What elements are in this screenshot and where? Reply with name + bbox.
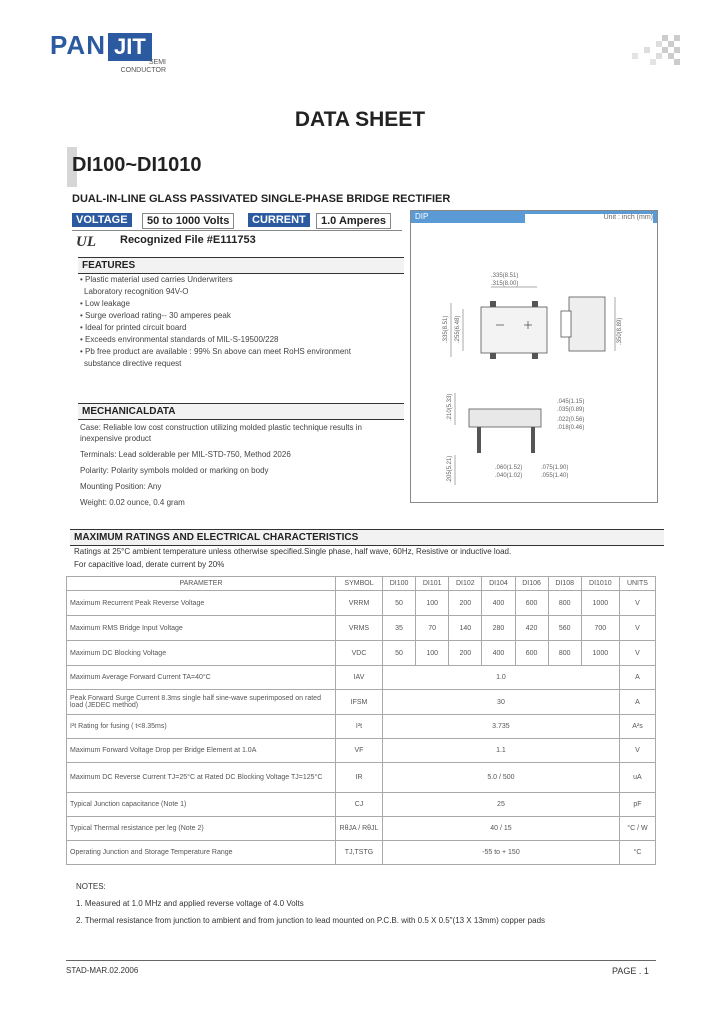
footer-date: STAD-MAR.02.2006 (66, 966, 139, 975)
symbol-cell: VDC (336, 641, 383, 666)
features-heading: FEATURES (78, 257, 404, 274)
current-label: CURRENT (248, 213, 310, 227)
param-cell: Maximum DC Reverse Current TJ=25°C at Rated DC Blocking Voltage TJ=125°C (67, 763, 336, 793)
value-cell: 3.735 (383, 715, 620, 739)
footer-page: PAGE . 1 (612, 966, 649, 976)
mechanical-heading: MECHANICALDATA (78, 403, 404, 420)
table-row (67, 715, 656, 739)
svg-text:UL: UL (76, 234, 96, 250)
mechanical-list (80, 422, 400, 513)
unit-cell: V (619, 739, 655, 763)
param-cell: Maximum Forward Voltage Drop per Bridge Element at 1.0A (67, 739, 336, 763)
value-cell: 1000 (581, 591, 619, 616)
notes-block (76, 882, 545, 933)
ratings-table (66, 576, 656, 865)
value-cell: 5.0 / 500 (383, 763, 620, 793)
list-item: • Pb free product are available : 99% Sn above can meet RoHS environment (80, 347, 351, 356)
symbol-cell: TJ,TSTG (336, 841, 383, 865)
col-header: DI108 (548, 577, 581, 591)
value-cell: 1000 (581, 641, 619, 666)
value-cell: 400 (482, 641, 515, 666)
symbol-cell: I²t (336, 715, 383, 739)
table-row (67, 591, 656, 616)
symbol-cell: IFSM (336, 690, 383, 715)
list-item: Mounting Position: Any (80, 482, 162, 491)
dim-text: .022(0.56) (557, 417, 585, 423)
value-cell: 140 (449, 616, 482, 641)
dim-text: .315(8.00) (491, 281, 519, 287)
value-cell: 30 (383, 690, 620, 715)
value-cell: 70 (416, 616, 449, 641)
value-cell: 1.1 (383, 739, 620, 763)
dim-text: .040(1.02) (495, 473, 523, 479)
table-row (67, 817, 656, 841)
unit-cell: A (619, 690, 655, 715)
table-row (67, 616, 656, 641)
features-list (80, 274, 400, 370)
symbol-cell: CJ (336, 793, 383, 817)
ratings-note-2: For capacitive load, derate current by 20% (74, 560, 225, 569)
voltage-label: VOLTAGE (72, 213, 132, 227)
col-header: DI100 (383, 577, 416, 591)
list-item: • Exceeds environmental standards of MIL-S-19500/228 (80, 335, 279, 344)
product-subtitle: DUAL-IN-LINE GLASS PASSIVATED SINGLE-PHASE BRIDGE RECTIFIER (72, 193, 451, 205)
value-cell: 560 (548, 616, 581, 641)
param-cell: Maximum DC Blocking Voltage (67, 641, 336, 666)
part-number: DI100~DI1010 (72, 154, 202, 176)
unit-cell: V (619, 616, 655, 641)
table-row (67, 666, 656, 690)
value-cell: 800 (548, 641, 581, 666)
param-cell: Maximum Average Forward Current TA=40°C (67, 666, 336, 690)
checker-pattern-icon (632, 35, 682, 67)
unit-cell: A (619, 666, 655, 690)
dim-text: .060(1.52) (495, 465, 523, 471)
param-cell: I²t Rating for fusing ( t<8.35ms) (67, 715, 336, 739)
dim-text: .075(1.90) (541, 465, 569, 471)
unit-cell: V (619, 591, 655, 616)
col-header: PARAMETER (67, 577, 336, 591)
param-cell: Maximum Recurrent Peak Reverse Voltage (67, 591, 336, 616)
list-item: Case: Reliable low cost construction utilizing molded plastic technique results in inexpensive product (80, 423, 362, 443)
unit-cell: pF (619, 793, 655, 817)
value-cell: 420 (515, 616, 548, 641)
list-item: • Surge overload rating-- 30 amperes peak (80, 311, 231, 320)
dim-text: .055(1.40) (541, 473, 569, 479)
value-cell: 50 (383, 641, 416, 666)
symbol-cell: VRMS (336, 616, 383, 641)
dim-text: .035(0.89) (557, 407, 585, 413)
current-value: 1.0 Amperes (316, 213, 391, 229)
table-row (67, 841, 656, 865)
value-cell: 35 (383, 616, 416, 641)
param-cell: Typical Junction capacitance (Note 1) (67, 793, 336, 817)
list-item: substance directive request (84, 359, 182, 368)
table-row (67, 739, 656, 763)
list-item: Terminals: Lead solderable per MIL-STD-750, Method 2026 (80, 450, 291, 459)
value-cell: 200 (449, 591, 482, 616)
table-header-row (67, 577, 656, 591)
voltage-value: 50 to 1000 Volts (142, 213, 234, 229)
value-cell: 400 (482, 591, 515, 616)
note-item: 1. Measured at 1.0 MHz and applied reverse voltage of 4.0 Volts (76, 899, 304, 908)
list-item: • Plastic material used carries Underwriters (80, 275, 233, 284)
unit-cell: uA (619, 763, 655, 793)
dip-body-top-view (481, 307, 547, 353)
param-cell: Operating Junction and Storage Temperature Range (67, 841, 336, 865)
list-item: Weight: 0.02 ounce, 0.4 gram (80, 498, 185, 507)
list-item: • Ideal for printed circuit board (80, 323, 187, 332)
ul-logo-icon (75, 232, 101, 250)
table-row (67, 763, 656, 793)
param-cell: Peak Forward Surge Current 8.3ms single half sine-wave superimposed on rated load (JEDEC method) (67, 690, 336, 715)
col-header: SYMBOL (336, 577, 383, 591)
value-cell: 600 (515, 591, 548, 616)
footer-divider (66, 960, 656, 961)
col-header: DI102 (449, 577, 482, 591)
symbol-cell: IAV (336, 666, 383, 690)
dip-body-front-view (469, 409, 541, 427)
list-item: Laboratory recognition 94V-O (84, 287, 189, 296)
value-cell: -55 to + 150 (383, 841, 620, 865)
symbol-cell: RθJA / RθJL (336, 817, 383, 841)
dim-text: .045(1.15) (557, 399, 585, 405)
value-cell: 700 (581, 616, 619, 641)
table-row (67, 641, 656, 666)
value-cell: 200 (449, 641, 482, 666)
dim-text: .210(5.33) (447, 393, 453, 421)
ratings-heading: MAXIMUM RATINGS AND ELECTRICAL CHARACTERISTICS (70, 529, 664, 546)
table-row (67, 793, 656, 817)
dim-text: .255(6.48) (455, 315, 461, 343)
value-cell: 800 (548, 591, 581, 616)
note-item: 2. Thermal resistance from junction to ambient and from junction to lead mounted on P.C.B. with 0.5 X 0.5"(13 X 13mm) copper pads (76, 916, 546, 925)
ratings-note-1: Ratings at 25°C ambient temperature unless otherwise specified.Single phase, half wave, 60Hz, Resistive or inductive load. (74, 547, 512, 556)
value-cell: 600 (515, 641, 548, 666)
dim-text: .018(0.46) (557, 425, 585, 431)
dip-body-side-view (569, 297, 605, 351)
col-header: DI106 (515, 577, 548, 591)
unit-label: Unit : inch (mm) (525, 214, 653, 226)
notes-heading: NOTES: (76, 882, 106, 891)
list-item: Polarity: Polarity symbols molded or marking on body (80, 466, 269, 475)
value-cell: 1.0 (383, 666, 620, 690)
logo-semi-text: SEMI (148, 59, 166, 66)
logo-conductor-text: CONDUCTOR (120, 67, 166, 74)
unit-cell: °C / W (619, 817, 655, 841)
col-header: DI1010 (581, 577, 619, 591)
dip-label: DIP (415, 212, 429, 221)
recognized-file: Recognized File #E111753 (120, 234, 256, 246)
col-header: DI104 (482, 577, 515, 591)
value-cell: 100 (416, 591, 449, 616)
dim-text: .335(8.51) (443, 315, 449, 343)
param-cell: Maximum RMS Bridge Input Voltage (67, 616, 336, 641)
symbol-cell: IR (336, 763, 383, 793)
list-item: • Low leakage (80, 299, 130, 308)
unit-cell: A²s (619, 715, 655, 739)
dip-outline-svg (411, 225, 657, 501)
dim-text: .350(8.89) (617, 317, 623, 345)
unit-cell: V (619, 641, 655, 666)
company-logo (50, 30, 166, 74)
value-cell: 280 (482, 616, 515, 641)
spec-row (72, 212, 402, 231)
dim-text: .205(5.21) (447, 455, 453, 483)
symbol-cell: VRRM (336, 591, 383, 616)
symbol-cell: VF (336, 739, 383, 763)
col-header: DI101 (416, 577, 449, 591)
unit-cell: °C (619, 841, 655, 865)
value-cell: 100 (416, 641, 449, 666)
dim-text: .335(8.51) (491, 273, 519, 279)
logo-pan-text: PAN (50, 30, 106, 60)
value-cell: 50 (383, 591, 416, 616)
value-cell: 25 (383, 793, 620, 817)
page-title: DATA SHEET (294, 108, 426, 131)
value-cell: 40 / 15 (383, 817, 620, 841)
table-row (67, 690, 656, 715)
col-header: UNITS (619, 577, 655, 591)
param-cell: Typical Thermal resistance per leg (Note 2) (67, 817, 336, 841)
logo-jit-text: JIT (108, 33, 152, 61)
dip-package-drawing (410, 210, 658, 503)
